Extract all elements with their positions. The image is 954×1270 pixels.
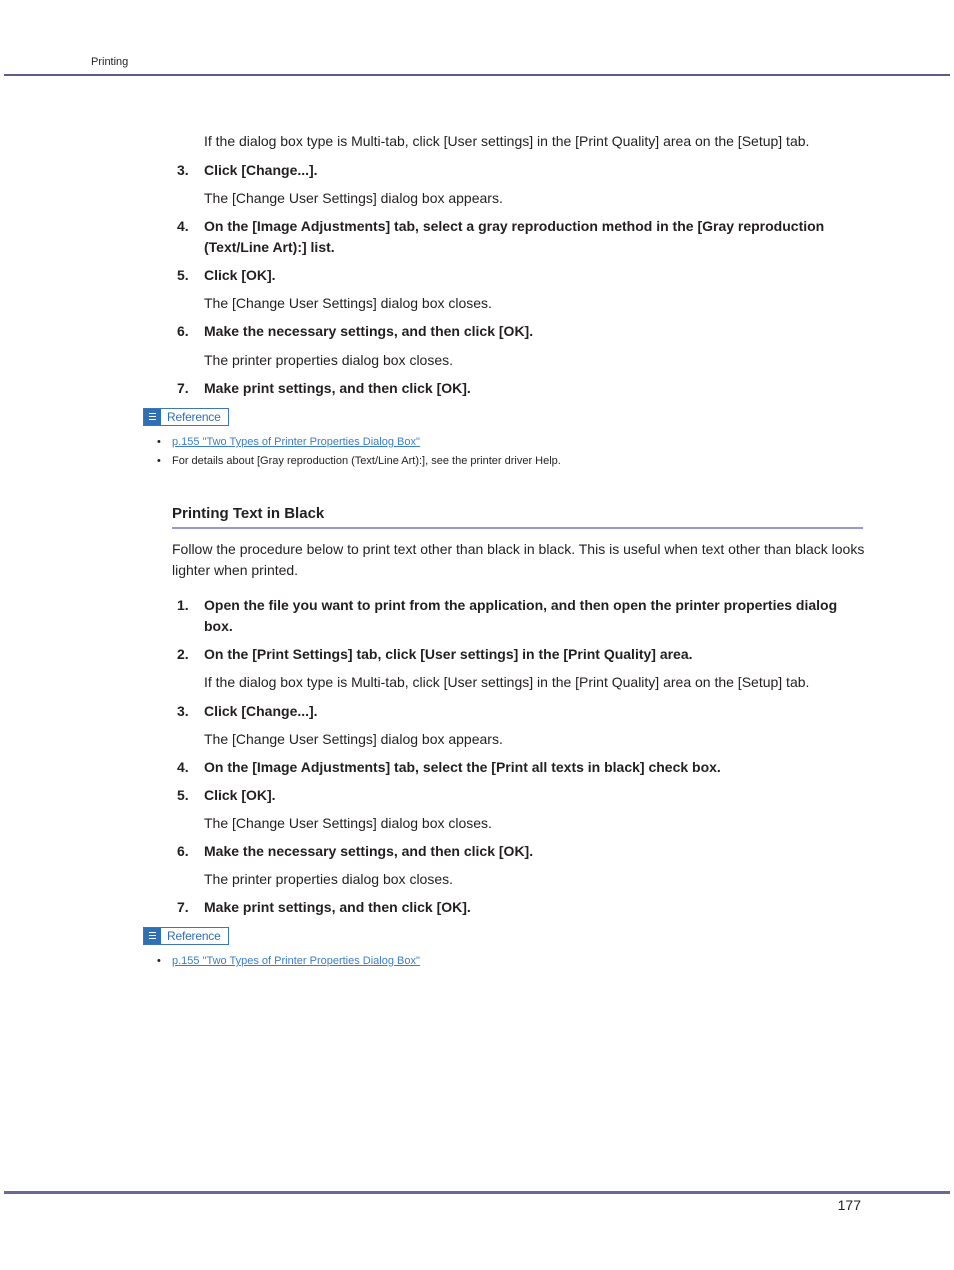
header-rule [4, 74, 950, 76]
step-item [177, 897, 867, 918]
note-icon [144, 928, 161, 944]
reference-item: • For details about [Gray reproduction (Text/Line Art):], see the printer driver Help. [157, 455, 561, 467]
step-text: Open the file you want to print from the application, and then open the printer properties dialog box. [204, 597, 838, 634]
note-icon [144, 409, 161, 425]
step-text: Make the necessary settings, and then click [OK]. [204, 843, 534, 859]
section-rule [172, 527, 863, 529]
step-number: 4. [177, 759, 189, 775]
step-number: 1. [177, 597, 189, 613]
step-number: 4. [177, 218, 189, 234]
step-text: Click [Change...]. [204, 703, 318, 719]
step-number: 5. [177, 787, 189, 803]
step-number: 2. [177, 646, 189, 662]
step-note: The [Change User Settings] dialog box appears. [204, 731, 503, 747]
step-number: 3. [177, 703, 189, 719]
step-note: If the dialog box type is Multi-tab, click [User settings] in the [Print Quality] area on the [Setup] tab. [204, 674, 810, 690]
reference-link[interactable]: p.155 "Two Types of Printer Properties Dialog Box" [172, 436, 420, 448]
step-item [177, 785, 867, 806]
step-note: The [Change User Settings] dialog box closes. [204, 815, 492, 831]
step-number: 6. [177, 323, 189, 339]
footer-rule [4, 1191, 950, 1194]
running-header: Printing [91, 56, 129, 68]
step-note: The printer properties dialog box closes. [204, 352, 454, 368]
step-item [177, 757, 867, 778]
step-text: On the [Image Adjustments] tab, select the [Print all texts in black] check box. [204, 759, 721, 775]
step-text: Make print settings, and then click [OK]. [204, 380, 471, 396]
step-text: Make print settings, and then click [OK]. [204, 899, 471, 915]
reference-label: Reference [167, 929, 221, 943]
step-number: 3. [177, 162, 189, 178]
step-text: Make the necessary settings, and then click [OK]. [204, 323, 534, 339]
step-number: 7. [177, 380, 189, 396]
step-item [177, 644, 867, 665]
step-number: 7. [177, 899, 189, 915]
step-number: 6. [177, 843, 189, 859]
step-text: Click [OK]. [204, 787, 276, 803]
step-number: 5. [177, 267, 189, 283]
reference-badge [143, 408, 229, 426]
section-title: Printing Text in Black [172, 505, 325, 522]
page-number: 177 [837, 1197, 861, 1213]
step-item [177, 595, 867, 637]
step-item [177, 321, 867, 342]
step-note: The printer properties dialog box closes. [204, 871, 454, 887]
step-item [177, 160, 867, 181]
reference-link[interactable]: p.155 "Two Types of Printer Properties Dialog Box" [172, 955, 420, 967]
step-item [177, 701, 867, 722]
reference-item: • p.155 "Two Types of Printer Properties Dialog Box" [157, 436, 420, 448]
reference-text: For details about [Gray reproduction (Text/Line Art):], see the printer driver Help. [172, 455, 561, 467]
step-item [177, 841, 867, 862]
step-text: Click [Change...]. [204, 162, 318, 178]
step-text: On the [Image Adjustments] tab, select a gray reproduction method in the [Gray reproduction (Text/Line Art):] list. [204, 218, 825, 255]
reference-item: • p.155 "Two Types of Printer Properties Dialog Box" [157, 955, 420, 967]
reference-label: Reference [167, 410, 221, 424]
intro-paragraph: Follow the procedure below to print text other than black in black. This is useful when text other than black looks lighter when printed. [172, 541, 865, 578]
step-note: The [Change User Settings] dialog box closes. [204, 295, 492, 311]
reference-badge [143, 927, 229, 945]
step-item [177, 216, 867, 258]
step-item [177, 378, 867, 399]
step-text: Click [OK]. [204, 267, 276, 283]
step-note: If the dialog box type is Multi-tab, click [User settings] in the [Print Quality] area on the [Setup] tab. [204, 133, 810, 149]
step-text: On the [Print Settings] tab, click [User settings] in the [Print Quality] area. [204, 646, 693, 662]
step-note: The [Change User Settings] dialog box appears. [204, 190, 503, 206]
step-item [177, 265, 867, 286]
